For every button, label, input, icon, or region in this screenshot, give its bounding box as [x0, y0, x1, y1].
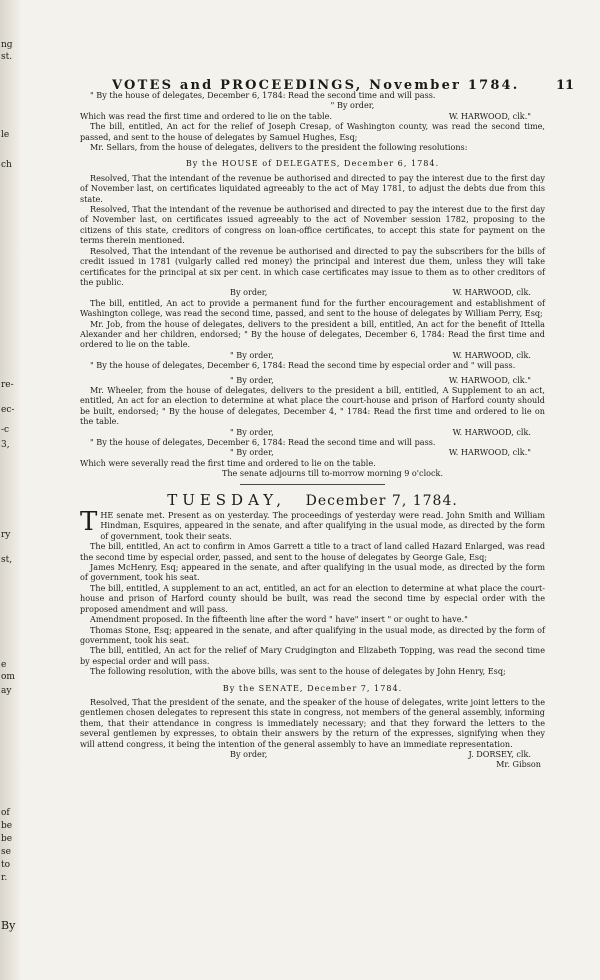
paragraph: Which was read the first time and ordered to lie on the table.: [80, 110, 332, 121]
resolution: Resolved, That the intendant of the revenue be authorised and directed to pay the interest due to the first day of November last, on certificates issued agreeably to the act of November session 1782, proposing to the citizens of this state, creditors of congress on loan-office certificates, to accept this state for payment on the terms therein mentioned.: [80, 204, 545, 246]
resolution: Resolved, That the intendant of the revenue be authorised and directed to pay the interest due to the first day of November last, on certificates liquidated agreeably to the act of May 1781, to adjust the debts due from this state.: [80, 172, 545, 204]
paragraph: James McHenry, Esq; appeared in the senate, and after qualifying in the usual mode, as directed by the form of government, took his seat.: [80, 562, 545, 583]
clerk-signature: W. HARWOOD, clk.: [452, 349, 531, 360]
paragraph: Amendment proposed. In the fifteenth line after the word " have" insert " or ought to have.": [90, 614, 468, 625]
gutter-fragment: ec-: [1, 405, 15, 415]
clerk-signature: W. HARWOOD, clk.: [452, 287, 531, 298]
day-heading: [80, 490, 545, 509]
section-banner: By the HOUSE of DELEGATES, December 6, 1784.: [185, 158, 440, 169]
divider: [240, 484, 385, 485]
section-banner: By the SENATE, December 7, 1784.: [222, 682, 403, 693]
paragraph: The bill, entitled, An act for the relief of Joseph Cresap, of Washington county, was read the second time, passed, and sent to the house of delegates by Samuel Hughes, Esq;: [80, 121, 545, 142]
clerk-signature: W. HARWOOD, clk.: [452, 426, 531, 437]
paragraph: Mr. Sellars, from the house of delegates, delivers to the president the following resolutions:: [90, 142, 468, 153]
paragraph: " By the house of delegates, December 6, 1784: Read the second time and will pass.: [90, 437, 436, 447]
paragraph: The bill, entitled, An act for the relief of Mary Crudgington and Elizabeth Topping, was read the second time by especial order and will pass.: [80, 645, 545, 666]
by-order-line: " By order,: [230, 374, 274, 385]
paragraph: Mr. Job, from the house of delegates, delivers to the president a bill, entitled, An act for the benefit of Ittella Alexander and her children, endorsed; " By the house of delegates, December 6, 1784: Read the first time and ordered to lie on the table.: [80, 318, 545, 350]
catchword: Mr. Gibson: [496, 759, 541, 770]
by-order-line: " By order,: [230, 426, 274, 437]
gutter-fragment: be: [1, 834, 13, 844]
running-header: VOTES and PROCEEDINGS, November 1784.: [112, 78, 520, 93]
by-order-line: By order,: [230, 748, 268, 759]
gutter-fragment: ch: [1, 160, 12, 170]
resolution: Resolved, That the president of the senate, and the speaker of the house of delegates, write joint letters to the gentlemen chosen delegates to represent this state in congress, not members of the general assembly, informing them, that their attendance in congress is immediately necessary; and that they forward the letters to the several gentlemen by expresses, to obtain their answers by the return of the expresses, signifying when they will attend congress, it being the intention of the general assembly to have an immediate representation.: [80, 696, 545, 749]
gutter-fragment: to: [1, 860, 11, 870]
gutter-fragment: le: [1, 130, 10, 140]
gutter-fragment: re-: [1, 380, 14, 390]
gutter-fragment: By: [1, 919, 16, 932]
clerk-signature: W. HARWOOD, clk.": [448, 447, 531, 458]
paragraph: Which were severally read the first time and ordered to lie on the table.: [80, 457, 376, 468]
gutter-fragment: r.: [1, 873, 8, 883]
paragraph: " By the house of delegates, December 6, 1784: Read the second time by especial order and " will pass.: [90, 360, 516, 371]
by-order-line: By order,: [230, 287, 268, 298]
gutter-fragment: st,: [1, 555, 13, 565]
gutter-fragment: e: [1, 660, 7, 670]
text-column: [80, 90, 545, 770]
gutter-fragment: ry: [1, 530, 11, 540]
gutter-fragment: -c: [1, 425, 10, 435]
day-name: TUESDAY,: [167, 490, 287, 509]
paragraph: The bill, entitled, An act to confirm in Amos Garrett a title to a tract of land called Hazard Enlarged, was read the second time by especial order, passed, and sent to the house of delegates by George Gale, Esq;: [80, 541, 545, 562]
by-order-line: " By order,: [230, 349, 274, 360]
gutter-fragment: 3,: [1, 440, 10, 450]
facing-page-gutter: [0, 0, 22, 980]
paragraph: The following resolution, with the above bills, was sent to the house of delegates by John Henry, Esq;: [90, 666, 506, 677]
paragraph-text: HE senate met. Present as on yesterday. The proceedings of yesterday were read. John Smith and William Hindman, Esquires, appeared in the senate, and after qualifying in the usual mode, as directed by the form of government, took their seats.: [100, 510, 545, 541]
gutter-fragment: ng: [1, 40, 13, 50]
paragraph: " By the house of delegates, December 6, 1784: Read the second time and will pass.: [90, 90, 436, 100]
paragraph: The bill, entitled, A supplement to an act, entitled, an act for an election to determine at what place the court-house and prison of Harford county should be built, was read the second time by especial order with the proposed amendment and will pass.: [80, 582, 545, 614]
clerk-signature: W. HARWOOD, clk.": [448, 110, 531, 121]
gutter-fragment: of: [1, 808, 10, 818]
clerk-signature: J. DORSEY, clk.: [468, 748, 531, 759]
by-order-line: " By order,: [330, 100, 375, 111]
paragraph: Mr. Wheeler, from the house of delegates, delivers to the president a bill, entitled, A Supplement to an act, entitled, An act for an election to determine at what place the court-house and prison of Harford county should be built, endorsed; " By the house of delegates, December 4, " 1784: Read the first time and ordered to lie on the table.: [80, 384, 545, 427]
gutter-fragment: se: [1, 847, 11, 857]
day-date: December 7, 1784.: [305, 492, 458, 509]
drop-cap: T: [80, 507, 98, 538]
paragraph: [80, 507, 545, 541]
clerk-signature: W. HARWOOD, clk.": [448, 374, 531, 385]
gutter-fragment: be: [1, 821, 13, 831]
gutter-fragment: om: [1, 672, 15, 682]
page-number: 11: [556, 78, 575, 93]
adjournment-line: The senate adjourns till to-morrow morning 9 o'clock.: [221, 468, 444, 479]
gutter-fragment: ay: [1, 686, 12, 696]
resolution: Resolved, That the intendant of the revenue be authorised and directed to pay the subscribers for the bills of credit issued in 1781 (vulgarly called red money) the principal and interest due them, unless they will take certificates for the principal at six per cent. in which case certificates may issue to them as to other creditors of the public.: [80, 245, 545, 287]
paragraph: Thomas Stone, Esq; appeared in the senate, and after qualifying in the usual mode, as directed by the form of government, took his seat.: [80, 624, 545, 645]
gutter-fragment: st.: [1, 52, 13, 62]
paragraph: The bill, entitled, An act to provide a permanent fund for the further encouragement and establishment of Washington college, was read the second time, passed, and sent to the house of delegates by William Perry, Esq;: [80, 297, 545, 319]
by-order-line: " By order,: [230, 447, 274, 458]
